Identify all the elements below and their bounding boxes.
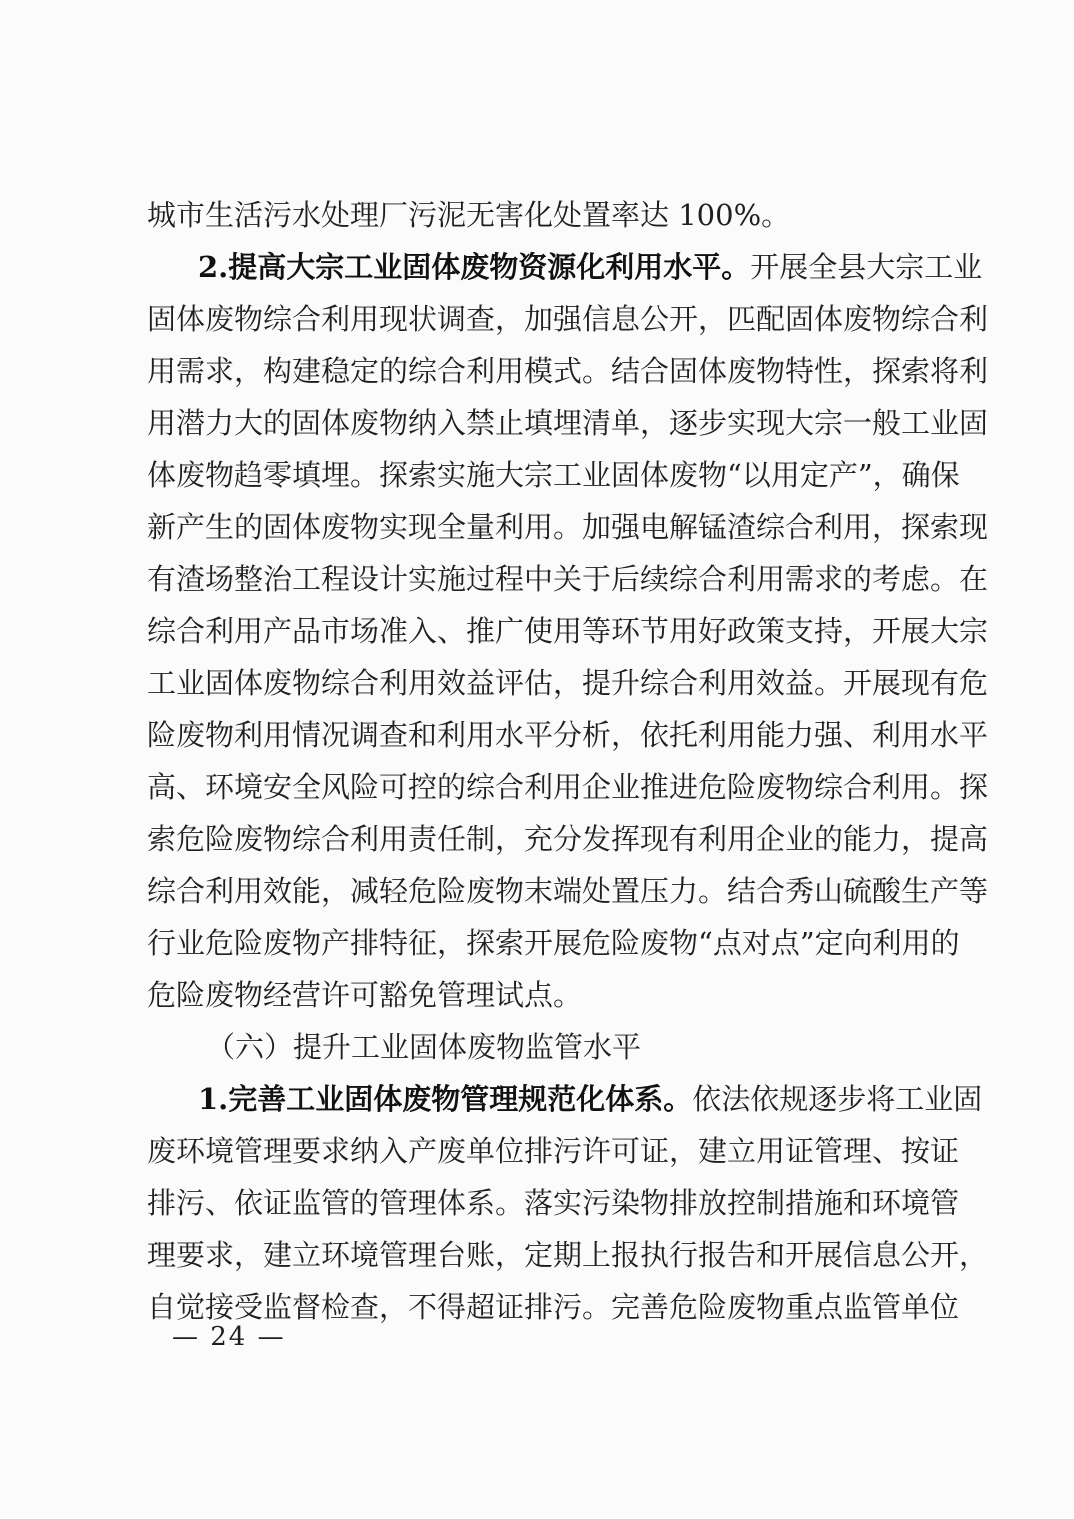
paragraph-line: 自觉接受监督检查，不得超证排污。完善危险废物重点监管单位 [147,1290,960,1324]
paragraph-text: 依法依规逐步将工业固 [692,1082,983,1116]
paragraph-line [198,1081,983,1117]
paragraph-line: 险废物利用情况调查和利用水平分析，依托利用能力强、利用水平 [147,718,989,752]
paragraph-line: 危险废物经营许可豁免管理试点。 [147,978,583,1012]
page-number: — 24 — [172,1322,286,1352]
paragraph-line: 体废物趋零填埋。探索实施大宗工业固体废物“以用定产”，确保 [147,458,960,492]
paragraph-line: 高、环境安全风险可控的综合利用企业推进危险废物综合利用。探 [147,770,989,804]
paragraph-line: 新产生的固体废物实现全量利用。加强电解锰渣综合利用，探索现 [147,510,989,544]
paragraph-line: 固体废物综合利用现状调查，加强信息公开，匹配固体废物综合利 [147,302,989,336]
paragraph-line: 综合利用产品市场准入、推广使用等环节用好政策支持，开展大宗 [147,614,989,648]
paragraph-line: 排污、依证监管的管理体系。落实污染物排放控制措施和环境管 [147,1186,960,1220]
section-heading: （六）提升工业固体废物监管水平 [206,1030,642,1064]
paragraph-line: 有渣场整治工程设计实施过程中关于后续综合利用需求的考虑。在 [147,562,989,596]
paragraph-line: 城市生活污水处理厂污泥无害化处置率达 100%。 [147,198,791,232]
paragraph-line: 废环境管理要求纳入产废单位排污许可证，建立用证管理、按证 [147,1134,960,1168]
paragraph-line: 用潜力大的固体废物纳入禁止填埋清单，逐步实现大宗一般工业固 [147,406,989,440]
paragraph-line: 索危险废物综合利用责任制，充分发挥现有利用企业的能力，提高 [147,822,989,856]
paragraph-text: 开展全县大宗工业 [750,250,983,284]
paragraph-line: 理要求，建立环境管理台账，定期上报执行报告和开展信息公开， [147,1238,989,1272]
paragraph-line: 综合利用效能，减轻危险废物末端处置压力。结合秀山硫酸生产等 [147,874,989,908]
paragraph-line: 行业危险废物产排特征，探索开展危险废物“点对点”定向利用的 [147,926,960,960]
paragraph-line: 用需求，构建稳定的综合利用模式。结合固体废物特性，探索将利 [147,354,989,388]
bold-item-heading: 2.提高大宗工业固体废物资源化利用水平。 [198,250,751,284]
bold-item-heading: 1.完善工业固体废物管理规范化体系。 [198,1082,693,1116]
paragraph-line: 工业固体废物综合利用效益评估，提升综合利用效益。开展现有危 [147,666,989,700]
paragraph-line [198,249,983,285]
